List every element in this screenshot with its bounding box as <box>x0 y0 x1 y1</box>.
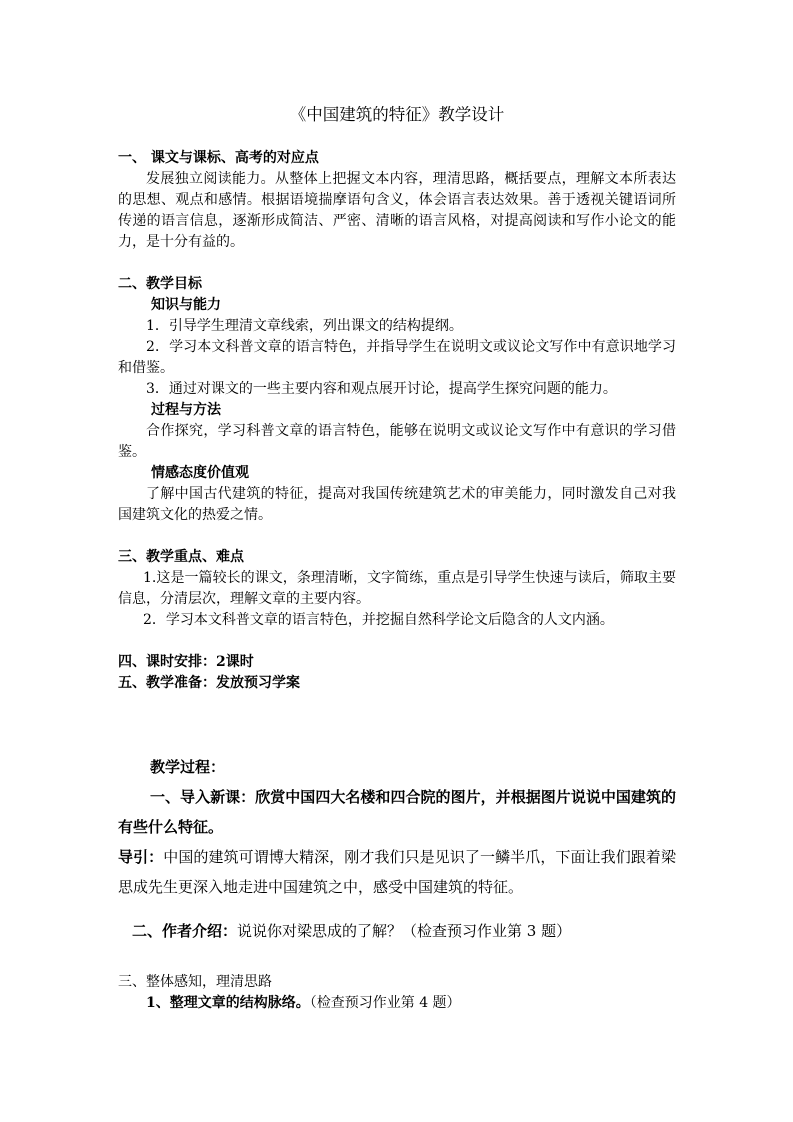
author-paragraph <box>118 916 676 946</box>
section1-heading: 一、 课文与课标、高考的对应点 <box>118 150 319 166</box>
section3-heading: 三、教学重点、难点 <box>118 549 244 565</box>
section5-heading: 五、教学准备：发放预习学案 <box>118 675 300 691</box>
process-label: 教学过程： <box>150 758 226 776</box>
keypoint-item-1: 1.这是一篇较长的课文，条理清晰，文字简练，重点是引导学生快速与读后，筛取主要信息，分清层次，理解文章的主要内容。 <box>118 570 676 607</box>
objective-item-3: 3．通过对课文的一些主要内容和观点展开讨论，提高学生探究问题的能力。 <box>146 381 617 397</box>
guide-label: 导引： <box>118 848 164 866</box>
objective-item-2: 2．学习本文科普文章的语言特色，并指导学生在说明文或议论文写作中有意识地学习和借鉴。 <box>118 339 676 376</box>
section2-heading: 二、教学目标 <box>118 276 202 292</box>
author-text: 说说你对梁思成的了解？（检查预习作业第 3 题） <box>237 922 572 940</box>
subheading-process: 过程与方法 <box>151 402 221 418</box>
keypoint-item-2: 2．学习本文科普文章的语言特色，并挖掘自然科学论文后隐含的人文内涵。 <box>143 612 614 628</box>
process-paragraph: 合作探究，学习科普文章的语言特色，能够在说明文或议论文写作中有意识的学习借鉴。 <box>118 423 676 460</box>
teaching-process <box>118 752 676 946</box>
section6-heading: 三、整体感知，理清思路 <box>118 974 272 990</box>
structure-note: （检查预习作业第 4 题） <box>309 995 461 1011</box>
guide-text: 中国的建筑可谓博大精深，刚才我们只是见识了一鳞半爪，下面让我们跟着梁思成先生更深入地走进中国建筑之中，感受中国建筑的特征。 <box>118 848 676 896</box>
structure-item <box>118 993 676 1014</box>
structure-label: 1、整理文章的结构脉络。 <box>146 995 310 1011</box>
objective-item-1: 1．引导学生理清文章线索，列出课文的结构提纲。 <box>146 318 463 334</box>
section4-heading: 四、课时安排：2课时 <box>118 654 254 670</box>
section1-paragraph: 发展独立阅读能力。从整体上把握文本内容，理清思路，概括要点，理解文本所表达的思想、观点和感情。根据语境揣摩语句含义，体会语言表达效果。善于透视关键语词所传递的语言信息，逐渐形成简洁、严密、清晰的语言风格，对提高阅读和写作小论文的能力，是十分有益的。 <box>118 171 676 250</box>
intro-paragraph: 一、导入新课：欣赏中国四大名楼和四合院的图片，并根据图片说说中国建筑的有些什么特征。 <box>118 788 676 836</box>
emotion-paragraph: 了解中国古代建筑的特征，提高对我国传统建筑艺术的审美能力，同时激发自己对我国建筑文化的热爱之情。 <box>118 486 676 523</box>
author-label: 二、作者介绍： <box>132 922 238 940</box>
subheading-emotion: 情感态度价值观 <box>151 465 249 481</box>
subheading-knowledge: 知识与能力 <box>151 297 221 313</box>
document-title: 《中国建筑的特征》教学设计 <box>289 105 505 124</box>
guide-paragraph <box>118 842 676 902</box>
